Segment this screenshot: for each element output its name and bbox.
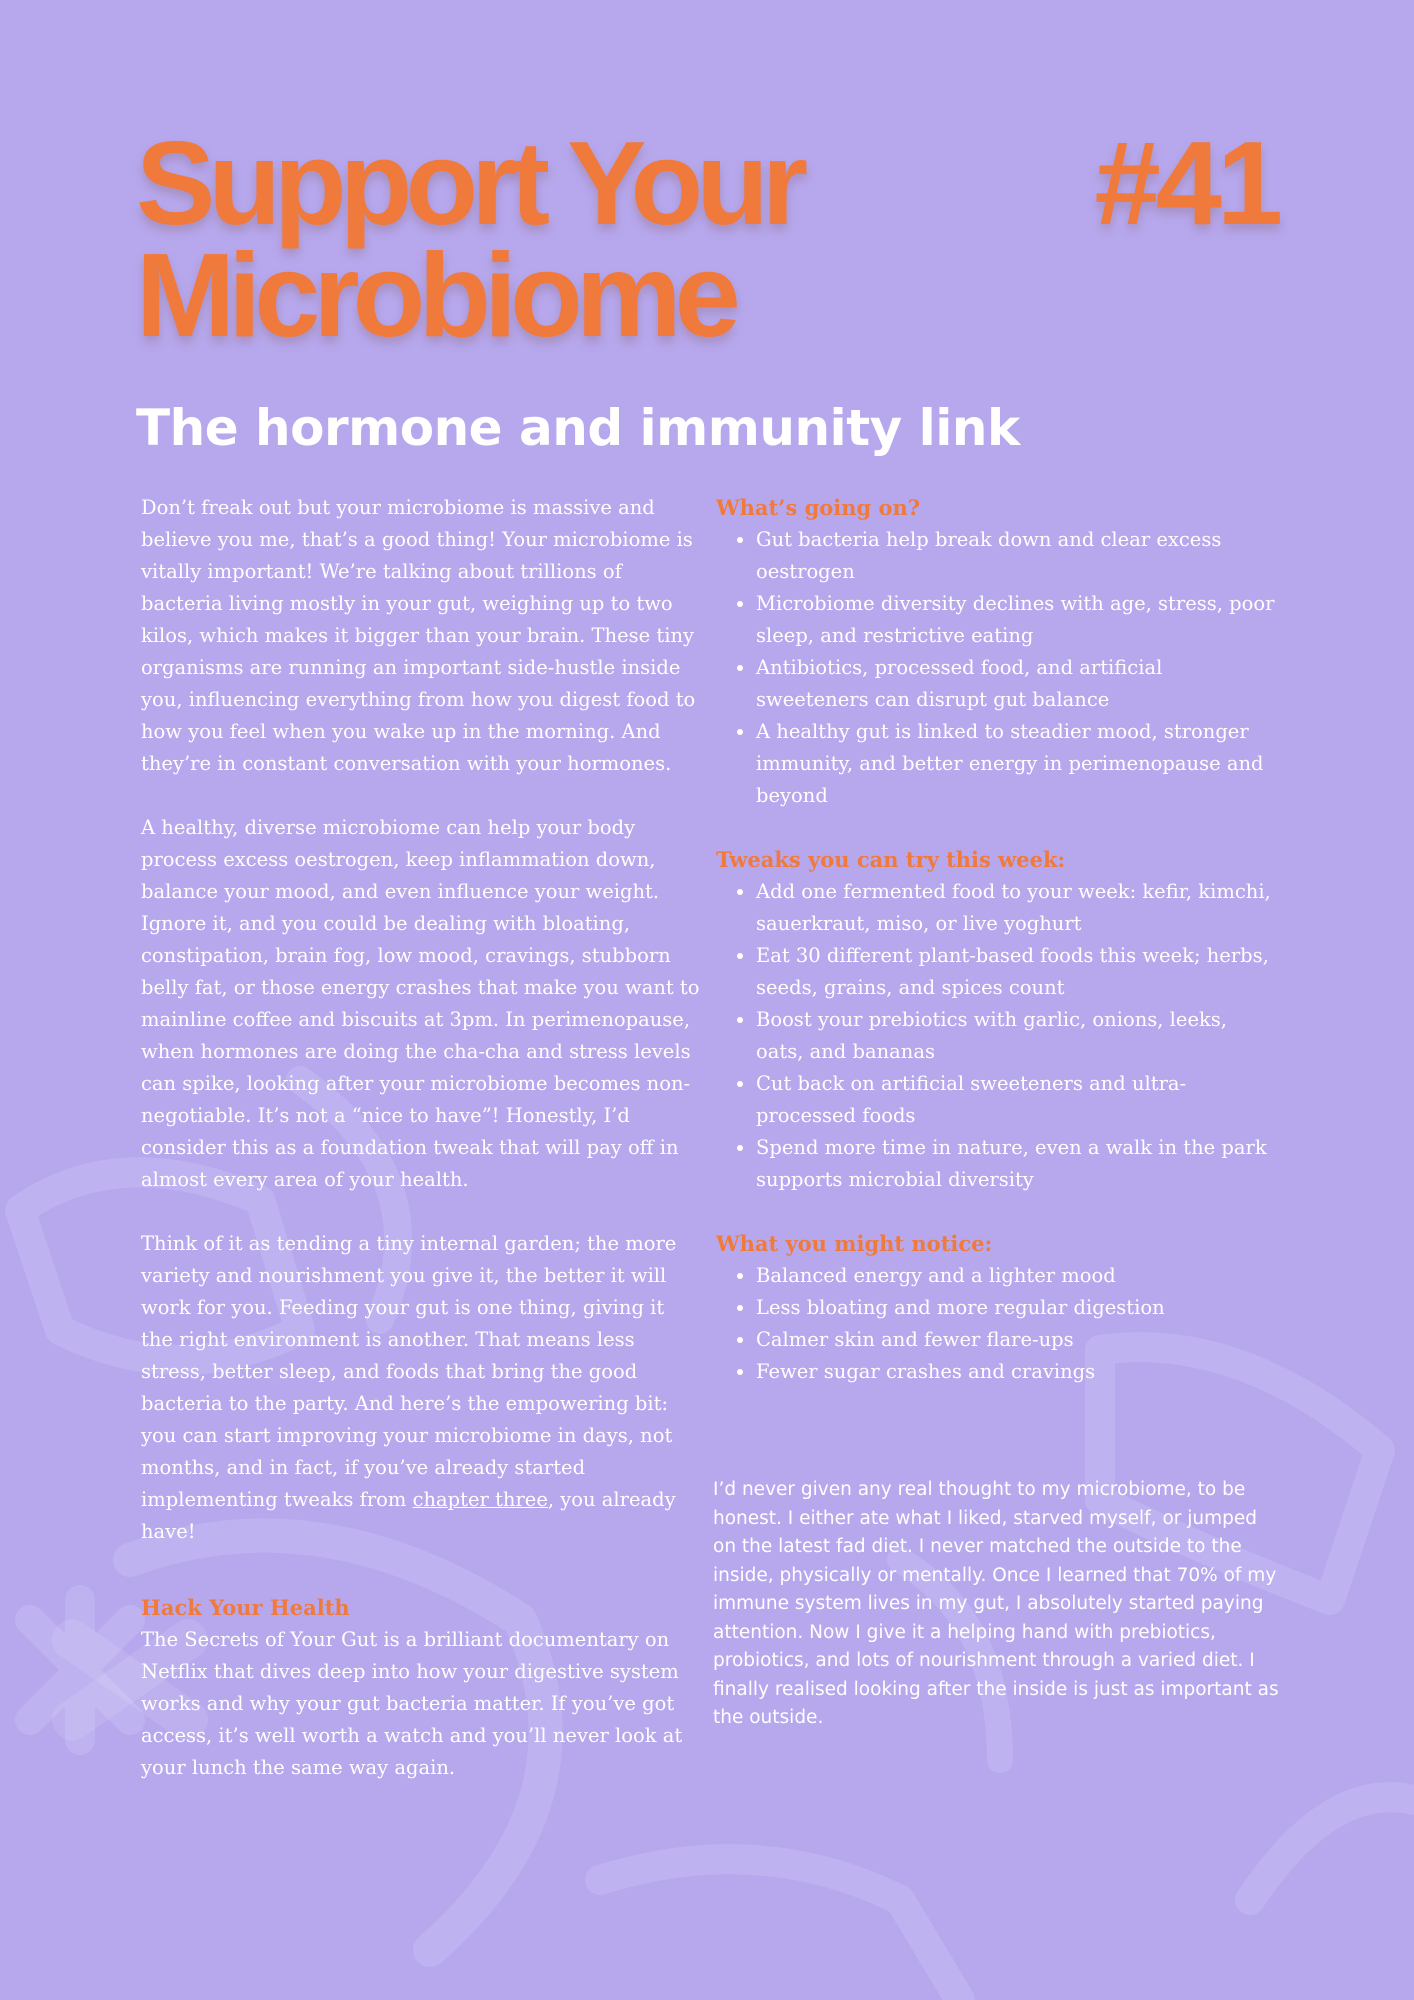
page-title xyxy=(136,117,802,362)
list-item: • Balanced energy and a lighter mood xyxy=(756,1260,1276,1292)
list-item: • Fewer sugar crashes and cravings xyxy=(756,1356,1276,1388)
list-item: • Microbiome diversity declines with age, stress, poor sleep, and restrictive eating xyxy=(756,588,1276,652)
list-item: • Cut back on artificial sweeteners and ultra-processed foods xyxy=(756,1068,1276,1132)
list-item: • Antibiotics, processed food, and artificial sweeteners can disrupt gut balance xyxy=(756,652,1276,716)
paragraph-3-end: , you already have! xyxy=(141,1488,676,1543)
paragraph-3-text: Think of it as tending a tiny internal garden; the more variety and nourishment you give it, the better it will work for you. Feeding your gut is one thing, giving it the right environment is another. That means less stress, better sleep, and foods that bring the good bacteria to the party. And here’s the empowering bit: you can start improving your microbiome in days, not months, and in fact, if you’ve already started implementing tweaks from xyxy=(141,1232,677,1511)
tweak-number: #41 xyxy=(1094,117,1278,250)
title-line-2: Microbiome xyxy=(136,229,734,362)
body-paragraph-2: A healthy, diverse microbiome can help your body process excess oestrogen, keep inflammation down, balance your mood, and even influence your weight. Ignore it, and you could be dealing with bloating, constipation, brain fog, low mood, cravings, stubborn belly fat, or those energy crashes that make you want to mainline coffee and biscuits at 3pm. In perimenopause, when hormones are doing the cha-cha and stress levels can spike, looking after your microbiome becomes non-negotiable. It’s not a “nice to have”! Honestly, I’d consider this as a foundation tweak that will pay off in almost every area of your health. xyxy=(141,816,700,1191)
list-item: • Calmer skin and fewer flare-ups xyxy=(756,1324,1276,1356)
might-notice-list xyxy=(716,1260,1276,1388)
list-item: • A healthy gut is linked to steadier mood, stronger immunity, and better energy in perimenopause and beyond xyxy=(756,716,1276,812)
body-paragraph-3 xyxy=(141,1228,701,1548)
hack-your-health-text: The Secrets of Your Gut is a brilliant documentary on Netflix that dives deep into how your digestive system works and why your gut bacteria matter. If you’ve got access, it’s well worth a watch and you’ll never look at your lunch the same way again. xyxy=(141,1628,683,1779)
list-item: • Add one fermented food to your week: kefir, kimchi, sauerkraut, miso, or live yoghurt xyxy=(756,876,1276,940)
whats-going-on-list xyxy=(716,524,1276,812)
whats-going-on-heading: What’s going on? xyxy=(716,495,921,520)
chapter-three-link[interactable]: chapter three xyxy=(412,1488,548,1511)
intro-paragraph: Don’t freak out but your microbiome is massive and believe you me, that’s a good thing! Your microbiome is vitally important! We’re talking about trillions of bacteria living mostly in your gut, weighing up to two kilos, which makes it bigger than your brain. These tiny organisms are running an important side-hustle inside you, influencing everything from how you digest food to how you feel when you wake up in the morning. And they’re in constant conversation with your hormones. xyxy=(141,496,696,775)
list-item: • Gut bacteria help break down and clear excess oestrogen xyxy=(756,524,1276,588)
right-column xyxy=(716,492,1276,1420)
page-subtitle: The hormone and immunity link xyxy=(136,399,1020,457)
tweaks-heading: Tweaks you can try this week: xyxy=(716,847,1066,872)
list-item: • Spend more time in nature, even a walk in the park supports microbial diversity xyxy=(756,1132,1276,1196)
title-line-1: Support Your xyxy=(136,117,802,250)
might-notice-heading: What you might notice: xyxy=(716,1231,993,1256)
hack-your-health-heading: Hack Your Health xyxy=(141,1595,350,1620)
left-column xyxy=(141,492,701,1784)
personal-quote: I’d never given any real thought to my microbiome, to be honest. I either ate what I liked, starved myself, or jumped on the latest fad diet. I never matched the outside to the inside, physically or mentally. Once I learned that 70% of my immune system lives in my gut, I absolutely started paying attention. Now I give it a helping hand with prebiotics, probiotics, and lots of nourishment through a varied diet. I finally realised looking after the inside is just as important as the outside. xyxy=(713,1479,1279,1728)
list-item: • Boost your prebiotics with garlic, onions, leeks, oats, and bananas xyxy=(756,1004,1276,1068)
tweaks-list xyxy=(716,876,1276,1196)
list-item: • Eat 30 different plant-based foods this week; herbs, seeds, grains, and spices count xyxy=(756,940,1276,1004)
list-item: • Less bloating and more regular digestion xyxy=(756,1292,1276,1324)
